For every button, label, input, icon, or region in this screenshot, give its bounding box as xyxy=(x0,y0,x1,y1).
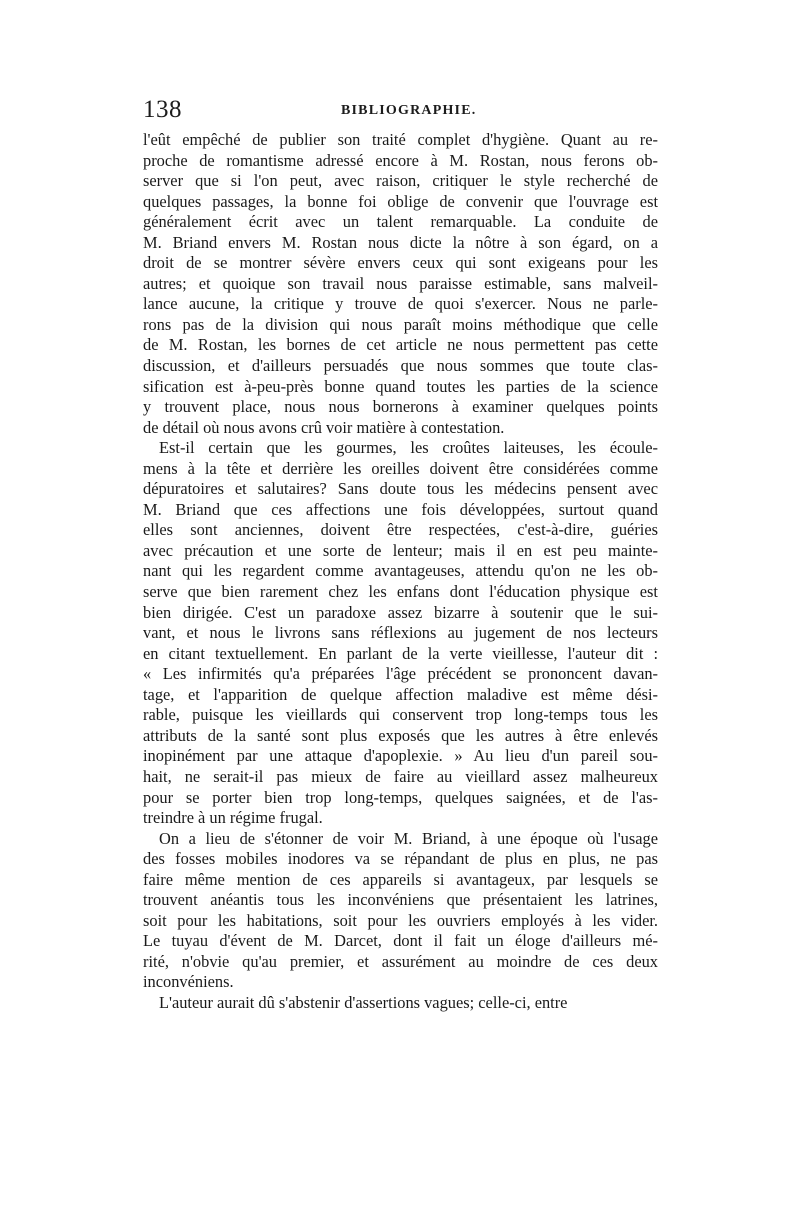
text-line: trouvent anéantis tous les inconvéniens que présentaient les latrines, xyxy=(143,890,658,910)
text-line: soit pour les habitations, soit pour les ouvriers employés à les vider. xyxy=(143,910,658,930)
text-line: elles sont anciennes, doivent être respectées, c'est-à-dire, guéries xyxy=(143,520,658,540)
text-line: faire même mention de ces appareils si avantageux, par lesquels se xyxy=(143,869,658,889)
text-line: « Les infirmités qu'a préparées l'âge précédent se prononcent davan- xyxy=(143,664,658,684)
text-line: de détail où nous avons crû voir matière à contestation. xyxy=(143,417,505,437)
text-line: treindre à un régime frugal. xyxy=(143,808,323,828)
text-line: de M. Rostan, les bornes de cet article ne nous permettent pas cette xyxy=(143,335,658,355)
page-number: 138 xyxy=(143,96,182,123)
text-line: L'auteur aurait dû s'abstenir d'assertions vagues; celle-ci, entre xyxy=(159,992,568,1012)
text-line: des fosses mobiles inodores va se répandant de plus en plus, ne pas xyxy=(143,849,658,869)
text-line: Le tuyau d'évent de M. Darcet, dont il fait un éloge d'ailleurs mé- xyxy=(143,931,658,951)
text-line: hait, ne serait-il pas mieux de faire au vieillard assez malheureux xyxy=(143,766,658,786)
text-line: droit de se montrer sévère envers ceux qui sont exigeans pour les xyxy=(143,253,658,273)
text-line: vant, et nous le livrons sans réflexions au jugement de nos lecteurs xyxy=(143,623,658,643)
text-line: inconvéniens. xyxy=(143,972,234,992)
text-line: M. Briand envers M. Rostan nous dicte la nôtre à son égard, on a xyxy=(143,232,658,252)
text-line: On a lieu de s'étonner de voir M. Briand, à une époque où l'usage xyxy=(159,828,658,848)
text-line: inopinément par une attaque d'apoplexie. » Au lieu d'un pareil sou- xyxy=(143,746,658,766)
text-line: proche de romantisme adressé encore à M. Rostan, nous ferons ob- xyxy=(143,150,658,170)
running-head: BIBLIOGRAPHIE. xyxy=(341,103,477,118)
text-line: avec précaution et une sorte de lenteur; mais il en est peu mainte- xyxy=(143,540,658,560)
page-header xyxy=(143,96,663,126)
text-line: rons pas de la division qui nous paraît moins méthodique que celle xyxy=(143,314,658,334)
text-line: y trouvent place, nous nous bornerons à examiner quelques points xyxy=(143,397,658,417)
text-line: serve que bien rarement chez les enfans dont l'éducation physique est xyxy=(143,582,658,602)
text-line: tage, et l'apparition de quelque affection maladive est même dési- xyxy=(143,684,658,704)
text-line: Est-il certain que les gourmes, les croûtes laiteuses, les écoule- xyxy=(159,438,658,458)
text-line: généralement écrit avec un talent remarquable. La conduite de xyxy=(143,212,658,232)
text-line: bien dirigée. C'est un paradoxe assez bizarre à soutenir que le sui- xyxy=(143,602,658,622)
text-line: M. Briand que ces affections une fois développées, surtout quand xyxy=(143,499,658,519)
text-line: rité, n'obvie qu'au premier, et assurément au moindre de ces deux xyxy=(143,951,658,971)
body-text xyxy=(143,130,658,1014)
text-line: discussion, et d'ailleurs persuadés que nous sommes que toute clas- xyxy=(143,356,658,376)
text-line: l'eût empêché de publier son traité complet d'hygiène. Quant au re- xyxy=(143,130,658,149)
text-line: attributs de la santé sont plus exposés que les autres à être enlevés xyxy=(143,725,658,745)
text-line: mens à la tête et derrière les oreilles doivent être considérées comme xyxy=(143,458,658,478)
text-line: sification est à-peu-près bonne quand toutes les parties de la science xyxy=(143,376,658,396)
text-line: server que si l'on peut, avec raison, critiquer le style recherché de xyxy=(143,171,658,191)
text-line: lance aucune, la critique y trouve de quoi s'exercer. Nous ne parle- xyxy=(143,294,658,314)
text-line: quelques passages, la bonne foi oblige de convenir que l'ouvrage est xyxy=(143,191,658,211)
text-line: en citant textuellement. En parlant de la verte vieillesse, l'auteur dit : xyxy=(143,643,658,663)
text-line: nant qui les regardent comme avantageuses, attendu qu'on ne les ob- xyxy=(143,561,658,581)
text-line: autres; et quoique son travail nous paraisse estimable, sans malveil- xyxy=(143,273,658,293)
text-line: pour se porter bien trop long-temps, quelques saignées, et de l'as- xyxy=(143,787,658,807)
text-line: dépuratoires et salutaires? Sans doute tous les médecins pensent avec xyxy=(143,479,658,499)
text-line: rable, puisque les vieillards qui conservent trop long-temps tous les xyxy=(143,705,658,725)
